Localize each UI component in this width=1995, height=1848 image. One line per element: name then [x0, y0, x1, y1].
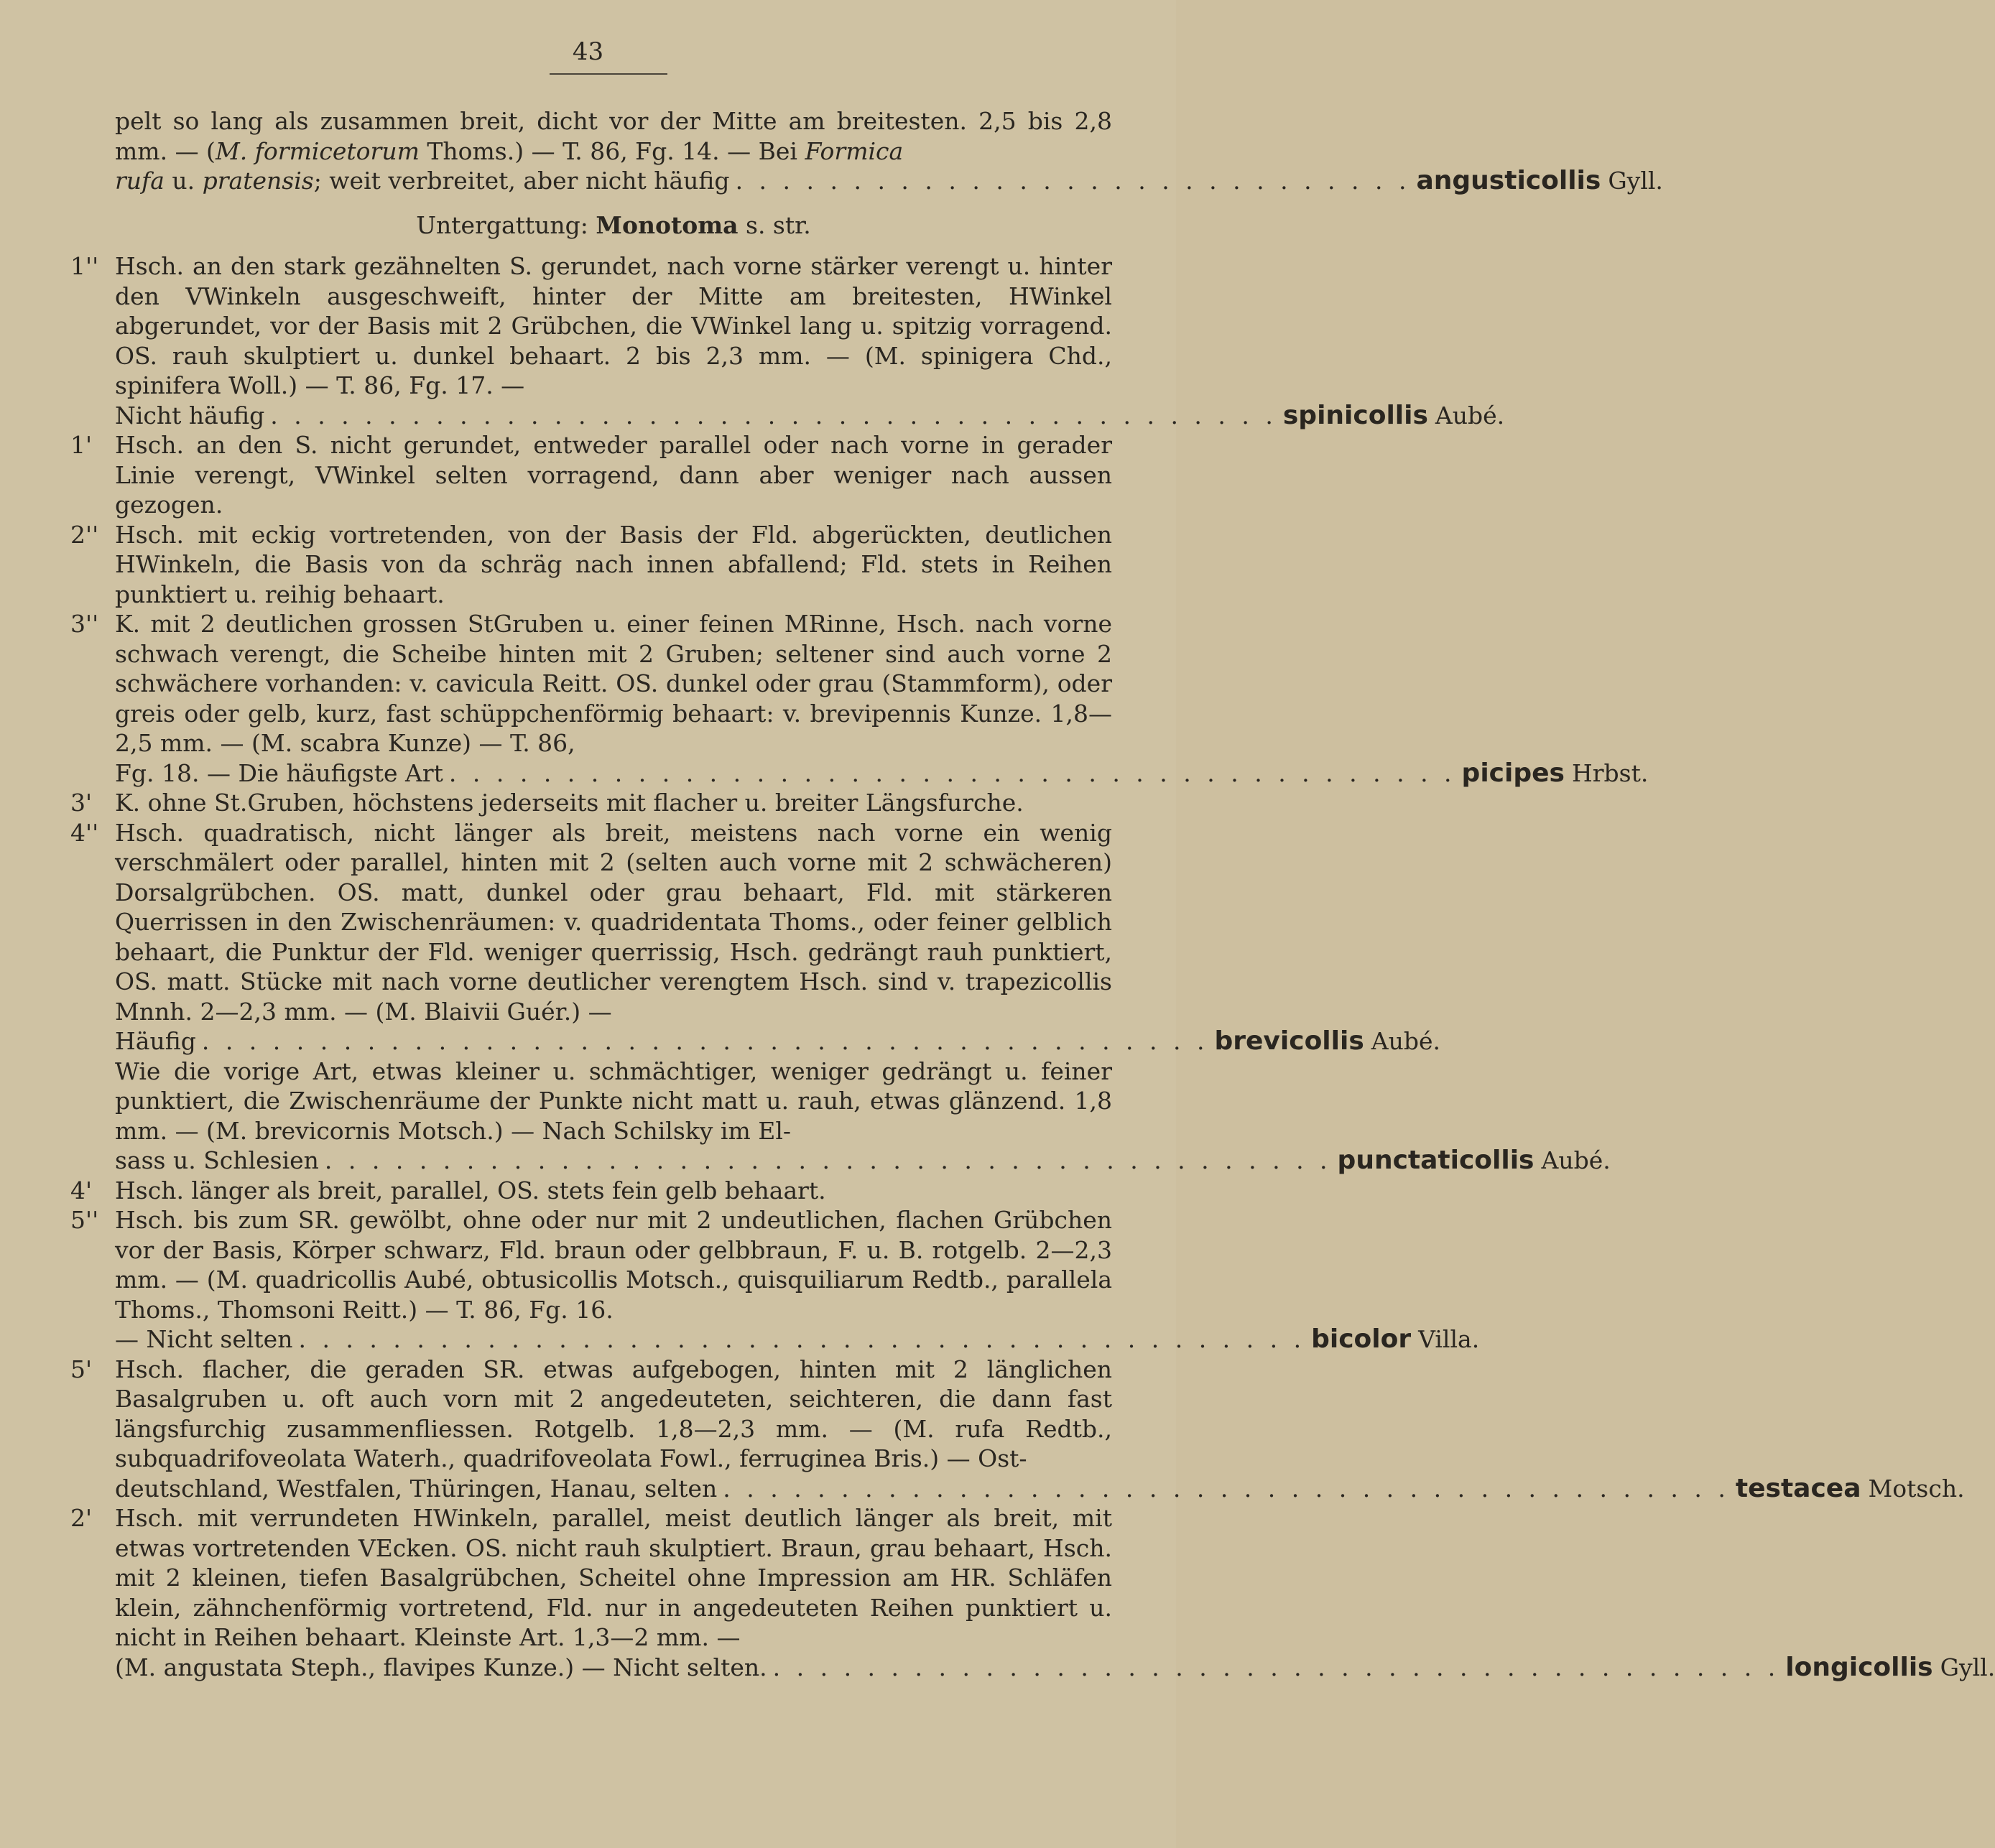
species-name: picipes — [1461, 758, 1565, 788]
entry-text: K. ohne St.Gruben, höchstens jederseits mit flacher u. breiter Längsfurche. — [115, 789, 1024, 817]
entry-number: 2'' — [70, 520, 99, 549]
entry-number: 5'' — [70, 1206, 99, 1234]
entry-text: Hsch. mit verrundeten HWinkeln, parallel, meist deutlich länger als breit, mit etwas vortretenden VEcken. OS. nicht rauh skulptiert. Braun, grau behaart, Hsch. mit 2 kleinen, tiefen Basalgrübchen, Scheitel ohne Impression am HR. Schläfen klein, zähnchenförmig vortretend, Fld. nur in angedeuteten Reihen punktiert u. nicht in Reihen behaart. Kleinste Art. 1,3—2 mm. — — [115, 1504, 1112, 1651]
key-entry — [70, 251, 1505, 430]
key-entry — [70, 1503, 1995, 1682]
entry-leader-line — [115, 1324, 1480, 1355]
entry-leader-line — [115, 400, 1505, 431]
key-entry — [70, 520, 1112, 610]
header-rule — [550, 73, 667, 75]
entry-number: 5' — [70, 1355, 93, 1383]
species-author: Aubé. — [1371, 1027, 1440, 1055]
entry-number: 1' — [70, 431, 93, 459]
species-name: bicolor — [1311, 1324, 1412, 1354]
entry-lead-text: deutschland, Westfalen, Thüringen, Hanau, selten — [115, 1474, 718, 1503]
species-author: Aubé. — [1435, 401, 1505, 430]
intro-line2a: bis 2,8 mm. — ( — [115, 107, 1112, 165]
intro-line2b: Thoms.) — T. 86, Fg. 14. — Bei — [419, 136, 805, 165]
key-entries — [70, 251, 1995, 1682]
species-name: longicollis — [1785, 1652, 1933, 1682]
species-name: punctaticollis — [1337, 1146, 1535, 1175]
leader-dots: . . . . . . . . . . . . . . . . . . . . . . . . . . . . . . . . . . . . . . . . . . . — [298, 1325, 1306, 1353]
species-name: spinicollis — [1282, 400, 1428, 430]
entry-text: Hsch. bis zum SR. gewölbt, ohne oder nur mit 2 undeutlichen, flachen Grübchen vor der Basis, Körper schwarz, Fld. braun oder gelbbraun, F. u. B. rotgelb. 2—2,3 mm. — (M. quadricollis Aubé, obtusicollis Motsch., quisquiliarum Redtb., parallela Thoms., Thomsoni Reitt.) — T. 86, Fg. 16. — [115, 1206, 1112, 1324]
species-author: Hrbst. — [1571, 758, 1649, 787]
intro-line3a: u. — [164, 167, 203, 195]
leader-dots: . . . . . . . . . . . . . . . . . . . . . . . . . . . . . . . . . . . . . . . . . . . — [772, 1653, 1780, 1681]
entry-leader-line — [115, 1146, 1611, 1176]
entry-text: Hsch. mit eckig vortretenden, von der Basis der Fld. abgerückten, deutlichen HWinkeln, die Basis von da schräg nach innen abfallend; Fld. stets in Reihen punktiert u. reihig behaart. — [115, 520, 1112, 608]
key-entry — [70, 430, 1112, 520]
intro-line2-italic2: Formica — [805, 136, 904, 165]
entry-lead-text: — Nicht selten — [115, 1325, 293, 1353]
species-author: Motsch. — [1868, 1474, 1965, 1503]
entry-text: Hsch. flacher, die geraden SR. etwas aufgebogen, hinten mit 2 länglichen Basalgruben u. oft auch vorn mit 2 angedeuteten, seichteren, die dann fast längsfurchig zusammenfliessen. Rotgelb. 1,8—2,3 mm. — (M. rufa Redtb., subquadrifoveolata Waterh., quadrifoveolata Fowl., ferruginea Bris.) — Ost- — [115, 1355, 1112, 1472]
intro-line1: pelt so lang als zusammen breit, dicht vor der Mitte am breitesten. 2,5 — [115, 107, 1017, 135]
leader-dots: . . . . . . . . . . . . . . . . . . . . . . . . . . . . . . . . . . . . . . . . . . . — [723, 1474, 1730, 1503]
page-number: 43 — [572, 37, 604, 66]
species-name: brevicollis — [1214, 1026, 1364, 1056]
subgenus-heading — [115, 210, 1112, 241]
entry-number: 2' — [70, 1504, 93, 1532]
subgenus-name: Monotoma — [596, 210, 739, 239]
species-author: Gyll. — [1940, 1653, 1995, 1681]
entry-text: Hsch. länger als breit, parallel, OS. stets fein gelb behaart. — [115, 1176, 826, 1204]
intro-line3-italic1: rufa — [115, 167, 165, 195]
entry-leader-line — [115, 1473, 1965, 1504]
entry-lead-text: (M. angustata Steph., flavipes Kunze.) — Nicht selten. — [115, 1653, 767, 1681]
entry-leader-line — [115, 1652, 1995, 1683]
key-entry — [70, 1205, 1480, 1355]
entry-leader-line — [115, 1026, 1440, 1057]
entry-number: 3' — [70, 789, 93, 817]
subgenus-prefix: Untergattung: — [416, 210, 596, 239]
intro-paragraph — [115, 106, 1112, 166]
key-entry — [70, 818, 1440, 1057]
entry-text: K. mit 2 deutlichen grossen StGruben u. einer feinen MRinne, Hsch. nach vorne schwach verengt, die Scheibe hinten mit 2 Gruben; seltener sind auch vorne 2 schwächere vorhanden: v. cavicula Reitt. OS. dunkel oder grau (Stammform), oder greis oder gelb, kurz, fast schüppchenförmig behaart: v. brevipennis Kunze. 1,8—2,5 mm. — (M. scabra Kunze) — T. 86, — [115, 610, 1112, 757]
entry-lead-text: Nicht häufig — [115, 401, 265, 430]
leader-dots: . . . . . . . . . . . . . . . . . . . . . . . . . . . . . . . . . . . . . . . . . . . — [324, 1146, 1332, 1174]
key-entry — [115, 1057, 1611, 1176]
species-author: Aubé. — [1541, 1146, 1611, 1174]
species-name: testacea — [1735, 1473, 1861, 1503]
leader-dots: . . . . . . . . . . . . . . . . . . . . . . . . . . . . . . . . . . . . . . . . . . . — [448, 758, 1456, 787]
entry-leader-line — [115, 758, 1649, 789]
leader-dots: . . . . . . . . . . . . . . . . . . . . . . . . . . . . . . . . . . . . . . . . . . . — [201, 1027, 1209, 1055]
entry-number: 1'' — [70, 252, 99, 280]
intro-leader-line — [115, 166, 1663, 196]
entry-text: Wie die vorige Art, etwas kleiner u. schmächtiger, weniger gedrängt u. feiner punktiert, die Zwischenräume der Punkte nicht matt u. rauh, etwas glänzend. 1,8 mm. — (M. brevicornis Motsch.) — Nach Schilsky im El- — [115, 1057, 1112, 1145]
intro-line3b: ; weit verbreitet, aber nicht häufig — [313, 167, 730, 195]
key-entry — [70, 609, 1649, 788]
entry-text: Hsch. an den S. nicht gerundet, entweder parallel oder nach vorne in gerader Linie verengt, VWinkel selten vorragend, dann aber weniger nach aussen gezogen. — [115, 431, 1112, 519]
leader-dots: . . . . . . . . . . . . . . . . . . . . . . . . . . . . . . . . . . . . . . . . . . . — [270, 401, 1277, 430]
intro-line3-italic2: pratensis — [202, 167, 314, 195]
entry-number: 4' — [70, 1176, 93, 1204]
entry-lead-text: Fg. 18. — Die häufigste Art — [115, 758, 443, 787]
entry-number: 4'' — [70, 818, 99, 847]
page-content — [70, 106, 1995, 1682]
key-entry — [70, 1355, 1965, 1504]
entry-lead-text: Häufig — [115, 1027, 196, 1055]
key-entry — [70, 788, 1112, 818]
subgenus-suffix: s. str. — [738, 210, 811, 239]
species-author: Gyll. — [1608, 167, 1663, 195]
entry-number: 3'' — [70, 610, 99, 638]
leader-dots: . . . . . . . . . . . . . . . . . . . . . . . . . . . . . — [735, 167, 1411, 195]
entry-lead-text: sass u. Schlesien — [115, 1146, 319, 1174]
species-name: angusticollis — [1416, 166, 1601, 195]
entry-text: Hsch. quadratisch, nicht länger als breit, meistens nach vorne ein wenig verschmälert oder parallel, hinten mit 2 (selten auch vorne mit 2 schwächeren) Dorsalgrübchen. OS. matt, dunkel oder grau behaart, Fld. mit stärkeren Querrissen in den Zwischenräumen: v. quadridentata Thoms., oder feiner gelblich behaart, die Punktur der Fld. weniger querrissig, Hsch. gedrängt rauh punktiert, OS. matt. Stücke mit nach vorne deutlicher verengtem Hsch. sind v. trapezicollis Mnnh. 2—2,3 mm. — (M. Blaivii Guér.) — — [115, 818, 1112, 1026]
entry-text: Hsch. an den stark gezähnelten S. gerundet, nach vorne stärker verengt u. hinter den VWinkeln ausgeschweift, hinter der Mitte am breitesten, HWinkel abgerundet, vor der Basis mit 2 Grübchen, die VWinkel lang u. spitzig vorragend. OS. rauh skulptiert u. dunkel behaart. 2 bis 2,3 mm. — (M. spinigera Chd., spinifera Woll.) — T. 86, Fg. 17. — — [115, 252, 1112, 399]
intro-line2-italic: M. formicetorum — [215, 136, 420, 165]
key-entry — [70, 1176, 1112, 1206]
species-author: Villa. — [1418, 1325, 1480, 1353]
